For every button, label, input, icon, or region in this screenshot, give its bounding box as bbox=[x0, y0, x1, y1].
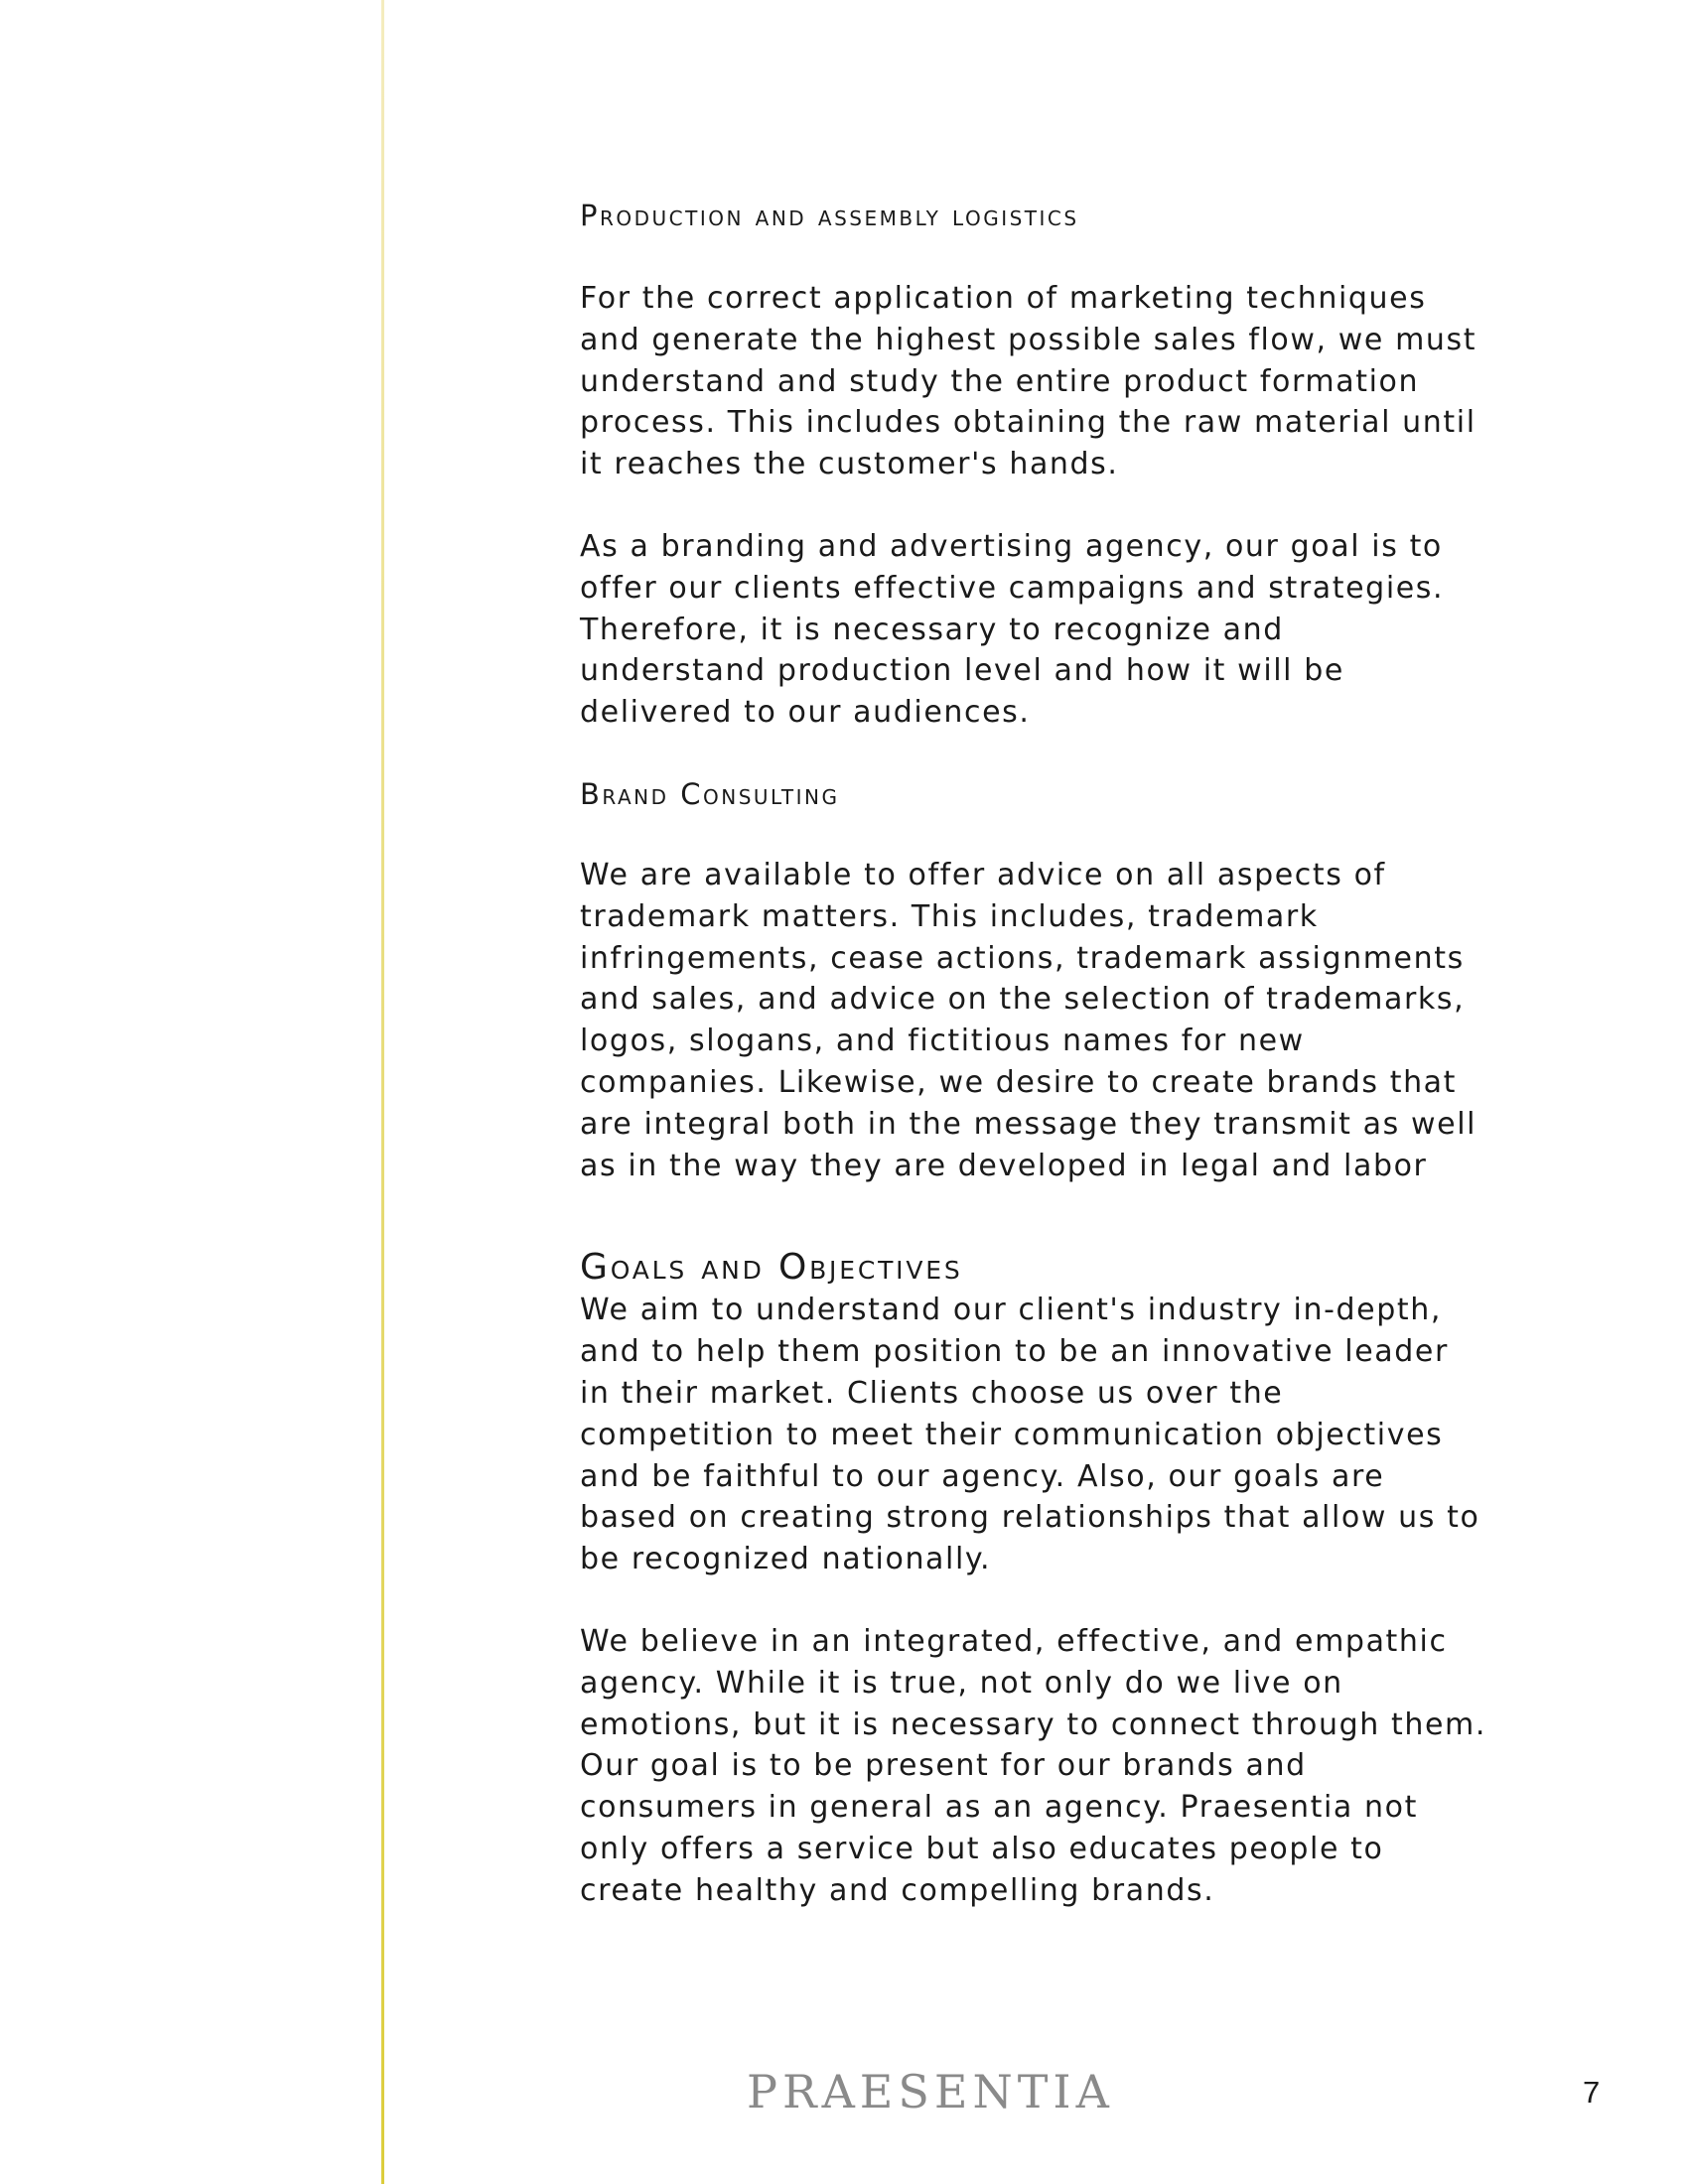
production-paragraph-1 bbox=[580, 278, 1503, 485]
text-line: it reaches the customer's hands. bbox=[580, 447, 1119, 482]
text-line: create healthy and compelling brands. bbox=[580, 1872, 1215, 1908]
text-line: emotions, but it is necessary to connect through them. bbox=[580, 1706, 1486, 1742]
text-line: competition to meet their communication objectives bbox=[580, 1417, 1444, 1452]
production-paragraph-2 bbox=[580, 526, 1503, 734]
page-content bbox=[580, 195, 1503, 1912]
text-line: offer our clients effective campaigns and strategies. bbox=[580, 570, 1445, 606]
text-line: For the correct application of marketing techniques bbox=[580, 281, 1427, 316]
text-line: based on creating strong relationships that allow us to bbox=[580, 1500, 1480, 1536]
text-line: agency. While it is true, not only do we live on bbox=[580, 1665, 1343, 1701]
text-line: We believe in an integrated, effective, and empathic bbox=[580, 1623, 1448, 1659]
text-line: process. This includes obtaining the raw material until bbox=[580, 405, 1477, 441]
text-line: in their market. Clients choose us over the bbox=[580, 1375, 1284, 1411]
text-line: Our goal is to be present for our brands and bbox=[580, 1748, 1307, 1784]
text-line: infringements, cease actions, trademark assignments bbox=[580, 940, 1465, 976]
text-line: companies. Likewise, we desire to create brands that bbox=[580, 1064, 1458, 1100]
text-line: and be faithful to our agency. Also, our goals are bbox=[580, 1458, 1385, 1494]
production-heading: Production and assembly logistics bbox=[580, 199, 1079, 232]
text-line: We aim to understand our client's industry in-depth, bbox=[580, 1293, 1442, 1328]
text-line: understand and study the entire product formation bbox=[580, 363, 1420, 399]
text-line: understand production level and how it will be bbox=[580, 653, 1344, 689]
text-line: trademark matters. This includes, trademark bbox=[580, 898, 1319, 934]
text-line: As a branding and advertising agency, our goal is to bbox=[580, 528, 1443, 564]
gold-vertical-rule bbox=[381, 0, 384, 2184]
goals-paragraph-1 bbox=[580, 1290, 1503, 1580]
text-line: and sales, and advice on the selection of trademarks, bbox=[580, 982, 1466, 1018]
text-line: and to help them position to be an innovative leader bbox=[580, 1334, 1449, 1370]
text-line: consumers in general as an agency. Praesentia not bbox=[580, 1790, 1418, 1826]
text-line: be recognized nationally. bbox=[580, 1542, 992, 1577]
page-number: 7 bbox=[1583, 2075, 1601, 2110]
text-line: are integral both in the message they transmit as well bbox=[580, 1106, 1477, 1142]
goals-heading: Goals and Objectives bbox=[580, 1247, 963, 1289]
text-line: only offers a service but also educates people to bbox=[580, 1831, 1384, 1866]
text-line: logos, slogans, and fictitious names for new bbox=[580, 1024, 1305, 1059]
text-line: We are available to offer advice on all aspects of bbox=[580, 857, 1386, 892]
text-line: and generate the highest possible sales flow, we must bbox=[580, 322, 1477, 357]
footer-brand-wordmark: PRAESENTIA bbox=[747, 2065, 1114, 2118]
consulting-heading: Brand Consulting bbox=[580, 776, 840, 811]
text-line: Therefore, it is necessary to recognize and bbox=[580, 612, 1284, 647]
text-line: as in the way they are developed in legal and labor bbox=[580, 1148, 1428, 1183]
text-line: delivered to our audiences. bbox=[580, 695, 1031, 731]
goals-paragraph-2 bbox=[580, 1621, 1503, 1912]
consulting-paragraph-1 bbox=[580, 855, 1503, 1186]
